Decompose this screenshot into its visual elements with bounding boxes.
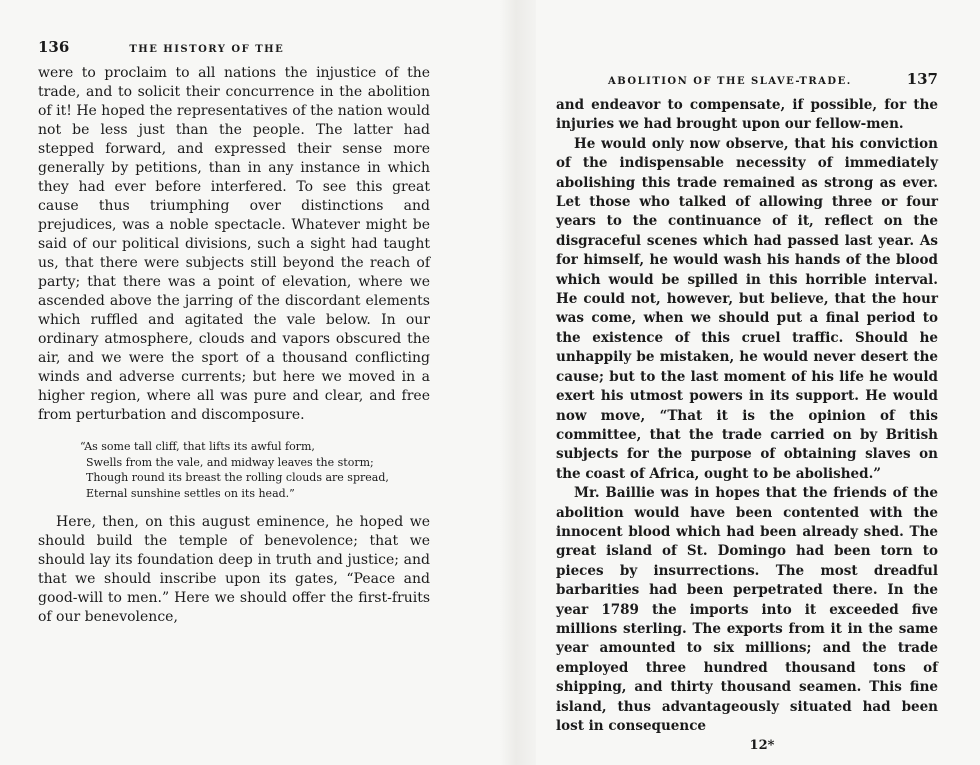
verse-line-3: Though round its breast the rolling clouds are spread, — [86, 471, 389, 484]
verse-line-4: Eternal sunshine settles on its head.” — [86, 486, 295, 500]
left-page — [38, 38, 430, 627]
left-running-head — [38, 38, 430, 64]
right-running-title: ABOLITION OF THE SLAVE-TRADE. — [608, 76, 852, 87]
verse-quotation — [80, 439, 430, 501]
right-running-head — [556, 70, 938, 96]
right-paragraph-2: He would only now observe, that his conviction of the indispensable necessity of immediately abolishing this trade remained as strong as ever. Let those who talked of allowing three or four years to the continuance of it, reflect on the disgraceful scenes which had passed last year. As for himself, he would wash his hands of the blood which would be spilled in this horrible interval. He could not, however, but believe, that the hour was come, when we should put a final period to the existence of this cruel traffic. Should he unhappily be mistaken, he would never desert the cause; but to the last moment of his life he would exert his utmost powers in its support. He would now move, “That it is the opinion of this committee, that the trade carried on by British subjects for the purpose of obtaining slaves on the coast of Africa, ought to be abolished.” — [556, 135, 938, 482]
right-page — [556, 70, 938, 753]
left-paragraph-1: were to proclaim to all nations the injustice of the trade, and to solicit their concurrence in the abolition of it! He hoped the representatives of the nation would not be less just than the people. The latter had stepped forward, and expressed their sense more generally by petitions, than in any instance in which they had ever before interfered. To see this great cause thus triumphing over distinctions and prejudices, was a noble spectacle. Whatever might be said of our political divisions, such a sight had taught us, that there were subjects still beyond the reach of party; that there was a point of elevation, where we ascended above the jarring of the discordant elements which ruffled and agitated the vale below. In our ordinary atmosphere, clouds and vapors obscured the air, and we were the sport of a thousand conflicting winds and adverse currents; but here we moved in a higher region, where all was pure and clear, and free from perturbation and discomposure. — [38, 65, 430, 423]
signature-mark: 12* — [749, 738, 775, 754]
verse-line-2: Swells from the vale, and midway leaves the storm; — [86, 455, 374, 469]
left-running-title: THE HISTORY OF THE — [129, 44, 285, 55]
book-gutter — [500, 0, 536, 765]
right-paragraph-3: Mr. Baillie was in hopes that the friends of the abolition would have been contented with the innocent blood which had been already shed. The great island of St. Domingo had been torn to pieces by insurrections. The most dreadful barbarities had been perpetrated there. In the year 1789 the imports into it exceeded five millions sterling. The exports from it in the same year amounted to six millions; and the trade employed three hundred thousand tons of shipping, and thirty thousand seamen. This fine island, thus advantageously situated had been lost in consequence — [556, 485, 938, 734]
right-paragraph-1: and endeavor to compensate, if possible, for the injuries we had brought upon our fellow-men. — [556, 97, 938, 133]
left-page-number: 136 — [38, 38, 70, 56]
right-page-number: 137 — [906, 70, 938, 88]
verse-line-1: “As some tall cliff, that lifts its awful form, — [80, 440, 315, 453]
left-paragraph-2: Here, then, on this august eminence, he hoped we should build the temple of benevolence; that we should lay its foundation deep in truth and justice; and that we should inscribe upon its gates, “Peace and good-will to men.” Here we should offer the first-fruits of our benevolence, — [38, 514, 430, 625]
